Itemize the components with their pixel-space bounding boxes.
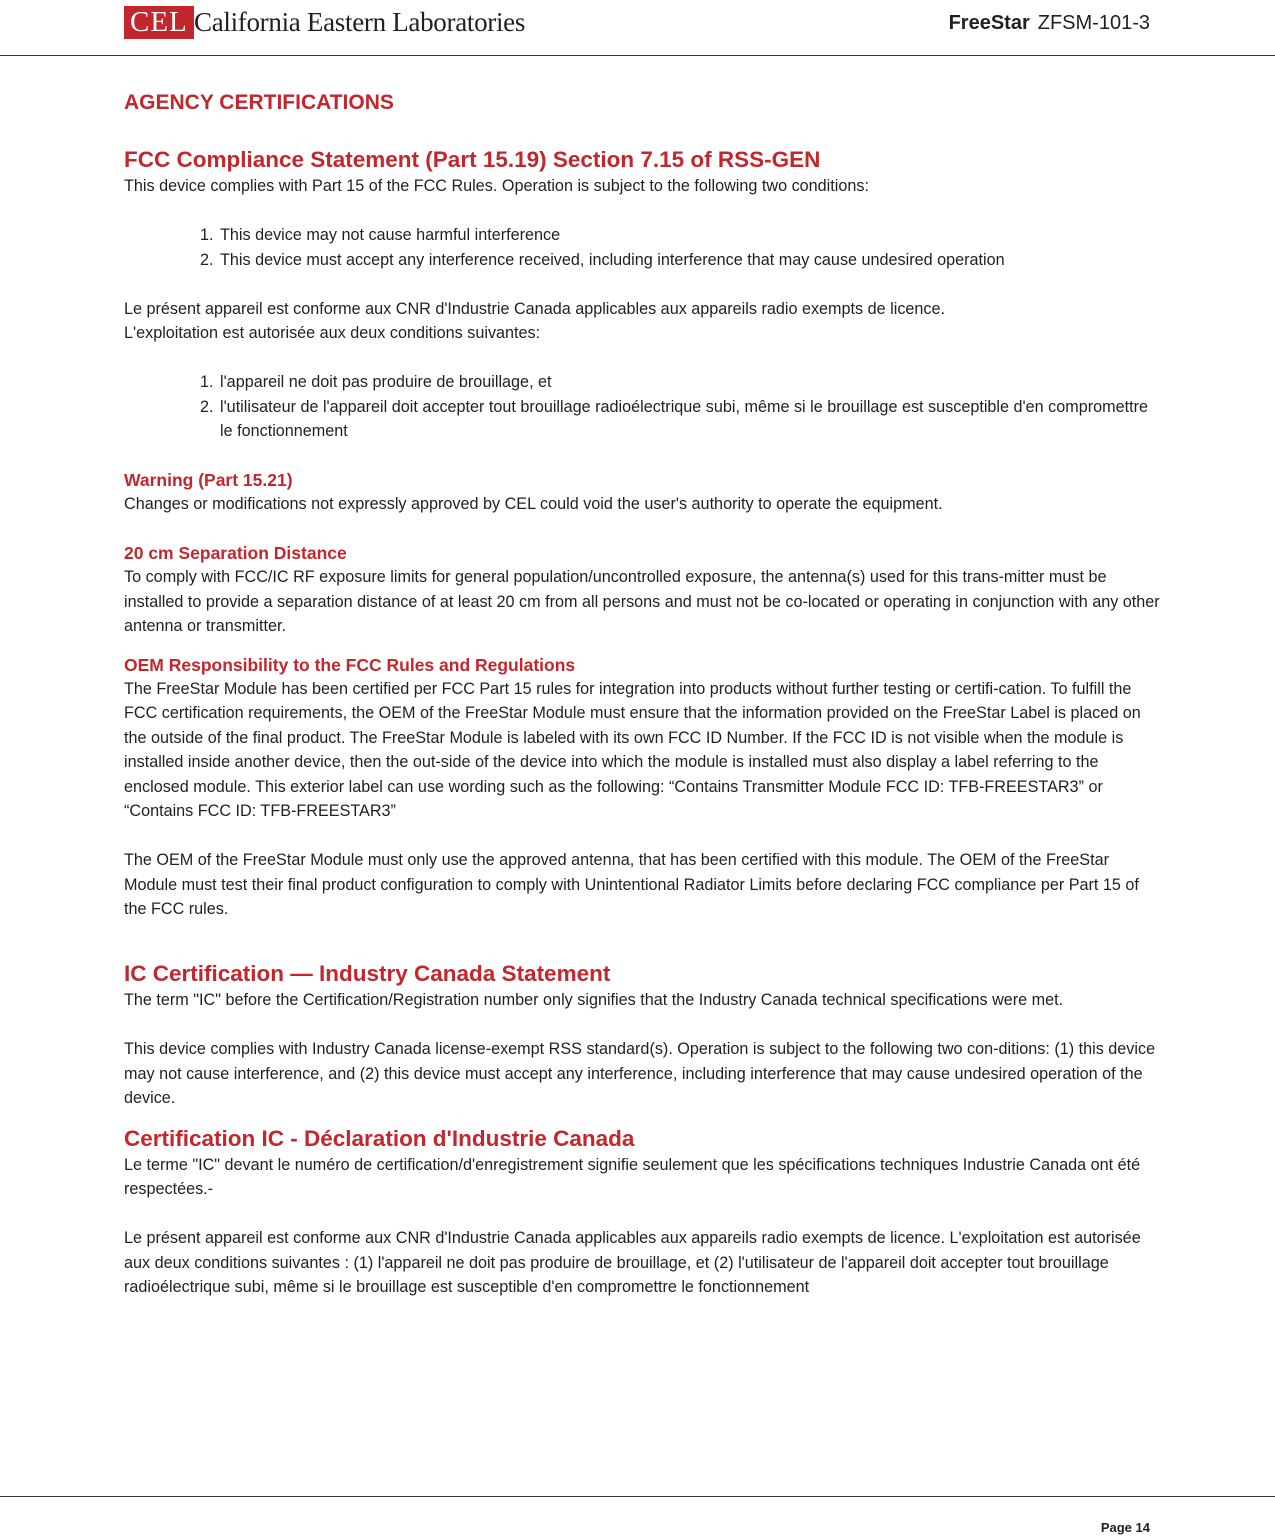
list-item: 1. This device may not cause harmful interference xyxy=(200,226,561,244)
ic-french-heading: Certification IC - Déclaration d'Industrie Canada xyxy=(124,1125,635,1151)
oem-paragraph-2: The OEM of the FreeStar Module must only use the approved antenna, that has been certified with this module. The OEM of the FreeStar Module must test their final product configuration to comply with Unintentional Radiator Limits before declaring FCC compliance per Part 15 of the FCC rules. xyxy=(124,851,1139,918)
cel-logo: CEL xyxy=(124,6,194,39)
list-item: 1. l'appareil ne doit pas produire de brouillage, et xyxy=(200,373,552,391)
separation-text: To comply with FCC/IC RF exposure limits for general population/uncontrolled exposure, the antenna(s) used for this trans-mitter must be installed to provide a separation distance of at least 20 cm from all persons and must not be co-located or operating in conjunction with any other antenna or transmitter. xyxy=(124,568,1160,635)
ic-french-paragraph-2: Le présent appareil est conforme aux CNR d'Industrie Canada applicables aux appareils radio exempts de licence. L'exploitation est autorisée aux deux conditions suivantes : (1) l'appareil ne doit pas produire de brouillage, et (2) l'utilisateur de l'appareil doit accepter tout brouillage radioélectrique subi, même si le brouillage est susceptible d'en compromettre le fonctionnement xyxy=(124,1229,1141,1296)
ic-heading: IC Certification — Industry Canada Statement xyxy=(124,961,611,986)
list-item: 2. This device must accept any interference received, including interference that may cause undesired operation xyxy=(200,250,1005,269)
document-body xyxy=(124,88,1164,1300)
separation-heading: 20 cm Separation Distance xyxy=(124,543,347,563)
page-title: AGENCY CERTIFICATIONS xyxy=(124,91,394,114)
page-number: Page 14 xyxy=(1100,1520,1150,1535)
ic-paragraph-1: The term "IC" before the Certification/Registration number only signifies that the Industry Canada technical specifications were met. xyxy=(124,991,1064,1009)
product-id xyxy=(949,9,1150,37)
footer-divider xyxy=(0,1496,1275,1497)
oem-heading: OEM Responsibility to the FCC Rules and Regulations xyxy=(124,654,576,675)
fcc-conditions xyxy=(124,223,1164,272)
fcc-french-intro-1: Le présent appareil est conforme aux CNR d'Industrie Canada applicables aux appareils radio exempts de licence. xyxy=(124,299,946,318)
ic-french-paragraph-1: Le terme "IC" devant le numéro de certification/d'enregistrement signifie seulement que les spécifications techniques Industrie Canada ont été respectées.- xyxy=(124,1155,1141,1198)
list-item: 2. l'utilisateur de l'appareil doit accepter tout brouillage radioélectrique subi, même si le brouillage est susceptible d'en compromettre le fonctionnement xyxy=(200,397,1148,440)
page-header xyxy=(0,0,1275,56)
company-name: California Eastern Laboratories xyxy=(194,7,526,37)
oem-paragraph-1: The FreeStar Module has been certified per FCC Part 15 rules for integration into products without further testing or certifi-cation. To fulfill the FCC certification requirements, the OEM of the FreeStar Module must ensure that the information provided on the FreeStar Label is placed on the outside of the final product. The FreeStar Module is labeled with its own FCC ID Number. If the FCC ID is not visible when the module is installed inside another device, then the out-side of the device into which the module is installed must also display a label referring to the enclosed module. This exterior label can use wording such as the following: “Contains Transmitter Module FCC ID: TFB-FREESTAR3” or “Contains FCC ID: TFB-FREESTAR3” xyxy=(124,679,1141,820)
fcc-french-intro-2: L'exploitation est autorisée aux deux conditions suivantes: xyxy=(124,324,541,342)
product-name: FreeStar xyxy=(948,12,1030,34)
warning-heading: Warning (Part 15.21) xyxy=(124,470,293,490)
fcc-heading: FCC Compliance Statement (Part 15.19) Section 7.15 of RSS-GEN xyxy=(124,147,821,172)
fcc-french-conditions xyxy=(124,370,1164,444)
fcc-intro: This device complies with Part 15 of the FCC Rules. Operation is subject to the following two conditions: xyxy=(124,177,869,195)
ic-paragraph-2: This device complies with Industry Canada license-exempt RSS standard(s). Operation is subject to the following two con-ditions: (1) this device may not cause interference, and (2) this device must accept any interference, including interference that may cause undesired operation of the device. xyxy=(124,1040,1156,1107)
product-model: ZFSM-101-3 xyxy=(1037,12,1150,34)
warning-text: Changes or modifications not expressly approved by CEL could void the user's authority to operate the equipment. xyxy=(124,495,943,513)
